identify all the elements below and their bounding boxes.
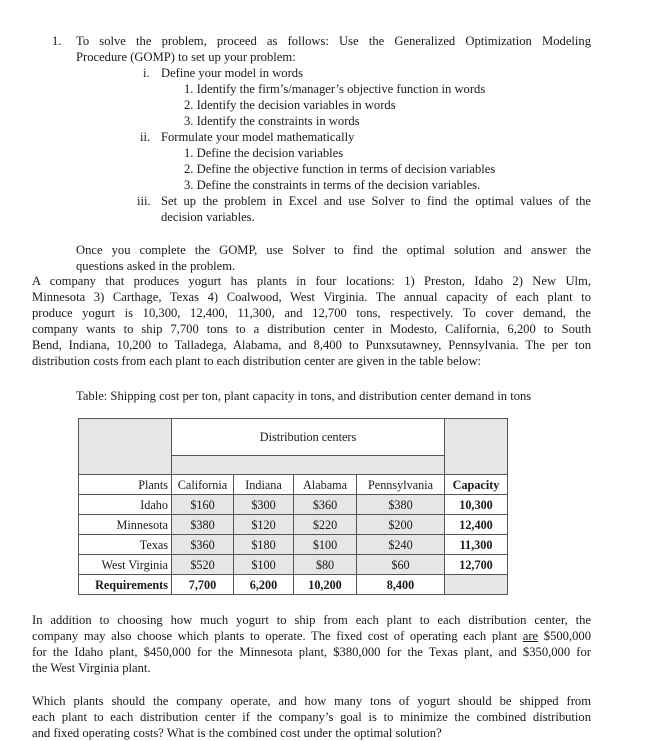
column-header-california: California	[172, 475, 234, 495]
cost-cell: $100	[294, 535, 357, 555]
cost-cell: $160	[172, 495, 234, 515]
problem-line-3: produce yogurt is 10,300, 12,400, 11,300, and 12,700 tons, respectively. To cover demand, the	[32, 306, 591, 320]
cost-cell: $60	[357, 555, 445, 575]
cost-cell: $360	[172, 535, 234, 555]
table-header-row	[79, 475, 508, 495]
capacity-cell: 12,700	[445, 555, 508, 575]
substep-iii-marker: iii.	[137, 194, 151, 208]
substep-ii-item-1: 1. Define the decision variables	[184, 146, 344, 160]
substep-iii-line-1: Set up the problem in Excel and use Solver to find the optimal values of the	[161, 194, 591, 208]
substep-ii-item-3: 3. Define the constraints in terms of the decision variables.	[184, 178, 481, 192]
once-line-2: questions asked in the problem.	[76, 259, 236, 273]
requirement-cell: 6,200	[234, 575, 294, 595]
substep-ii-marker: ii.	[140, 130, 151, 144]
problem-line-4: company wants to ship 7,700 tons to a distribution center in Modesto, California, 6,200 to South	[32, 322, 591, 336]
table-corner-cell	[79, 419, 172, 475]
fixed-cost-line-3: for the Idaho plant, $450,000 for the Minnesota plant, $380,000 for the Texas plant, and $350,000 for	[32, 645, 591, 659]
table-caption: Table: Shipping cost per ton, plant capacity in tons, and distribution center demand in tons	[76, 389, 532, 403]
requirement-cell: 7,700	[172, 575, 234, 595]
requirements-label: Requirements	[79, 575, 172, 595]
problem-line-5: Bend, Indiana, 10,200 to Talladega, Alabama, and 8,400 to Punxsutawney, Pennsylvania. The per ton	[32, 338, 591, 352]
table-row	[79, 495, 508, 515]
table-empty-cell	[445, 575, 508, 595]
column-header-alabama: Alabama	[294, 475, 357, 495]
substep-ii-item-2: 2. Define the objective function in terms of decision variables	[184, 162, 496, 176]
fixed-cost-line-2	[32, 628, 591, 644]
cost-cell: $300	[234, 495, 294, 515]
substep-i-item-1: 1. Identify the firm’s/manager’s objective function in words	[184, 82, 486, 96]
table-gray-band-cell	[172, 456, 445, 475]
question-line-1: Which plants should the company operate, and how many tons of yogurt should be shipped from	[32, 694, 591, 708]
capacity-cell: 11,300	[445, 535, 508, 555]
table-row	[79, 515, 508, 535]
table-row	[79, 555, 508, 575]
table-header-group-row	[79, 419, 508, 456]
capacity-header: Capacity	[445, 475, 508, 495]
plant-name: West Virginia	[79, 555, 172, 575]
step-line-1: To solve the problem, proceed as follows: Use the Generalized Optimization Modeling	[76, 34, 591, 48]
table-corner-cell-right	[445, 419, 508, 475]
plant-name: Minnesota	[79, 515, 172, 535]
cost-cell: $360	[294, 495, 357, 515]
cost-cell: $380	[172, 515, 234, 535]
cost-cell: $200	[357, 515, 445, 535]
cost-cell: $240	[357, 535, 445, 555]
substep-i-label: Define your model in words	[161, 66, 303, 80]
substep-ii-label: Formulate your model mathematically	[161, 130, 355, 144]
plant-name: Idaho	[79, 495, 172, 515]
table-row	[79, 535, 508, 555]
cost-cell: $520	[172, 555, 234, 575]
fixed-cost-line-2a: company may also choose which plants to operate. The fixed cost of operating each plant	[32, 629, 523, 643]
fixed-cost-line-4: the West Virginia plant.	[32, 661, 151, 675]
cost-cell: $220	[294, 515, 357, 535]
problem-line-2: Minnesota 3) Carthage, Texas 4) Coalwood, West Virginia. The annual capacity of each plant to	[32, 290, 591, 304]
cost-cell: $100	[234, 555, 294, 575]
fixed-cost-line-2b: $500,000	[538, 629, 591, 643]
fixed-cost-are: are	[522, 629, 539, 643]
substep-iii-line-2: decision variables.	[161, 210, 255, 224]
once-line-1: Once you complete the GOMP, use Solver to find the optimal solution and answer the	[76, 243, 591, 257]
fixed-cost-line-1: In addition to choosing how much yogurt to ship from each plant to each distribution center, the	[32, 613, 591, 627]
question-line-3: and fixed operating costs? What is the combined cost under the optimal solution?	[32, 726, 442, 740]
plant-name: Texas	[79, 535, 172, 555]
requirement-cell: 10,200	[294, 575, 357, 595]
requirements-row	[79, 575, 508, 595]
cost-cell: $380	[357, 495, 445, 515]
step-line-2: Procedure (GOMP) to set up your problem:	[76, 50, 296, 64]
cost-cell: $80	[294, 555, 357, 575]
problem-line-6: distribution costs from each plant to each distribution center are given in the table below:	[32, 354, 482, 368]
shipping-cost-table	[78, 418, 508, 595]
capacity-cell: 12,400	[445, 515, 508, 535]
requirement-cell: 8,400	[357, 575, 445, 595]
substep-i-item-3: 3. Identify the constraints in words	[184, 114, 360, 128]
substep-i-marker: i.	[143, 66, 150, 80]
cost-cell: $180	[234, 535, 294, 555]
plants-header: Plants	[79, 475, 172, 495]
capacity-cell: 10,300	[445, 495, 508, 515]
question-line-2: each plant to each distribution center if the company’s goal is to minimize the combined distribution	[32, 710, 591, 724]
step-number: 1.	[52, 34, 62, 48]
cost-cell: $120	[234, 515, 294, 535]
column-header-pennsylvania: Pennsylvania	[357, 475, 445, 495]
column-header-indiana: Indiana	[234, 475, 294, 495]
substep-i-item-2: 2. Identify the decision variables in words	[184, 98, 396, 112]
problem-line-1: A company that produces yogurt has plants in four locations: 1) Preston, Idaho 2) New Ulm,	[32, 274, 591, 288]
table-group-header: Distribution centers	[172, 419, 445, 456]
